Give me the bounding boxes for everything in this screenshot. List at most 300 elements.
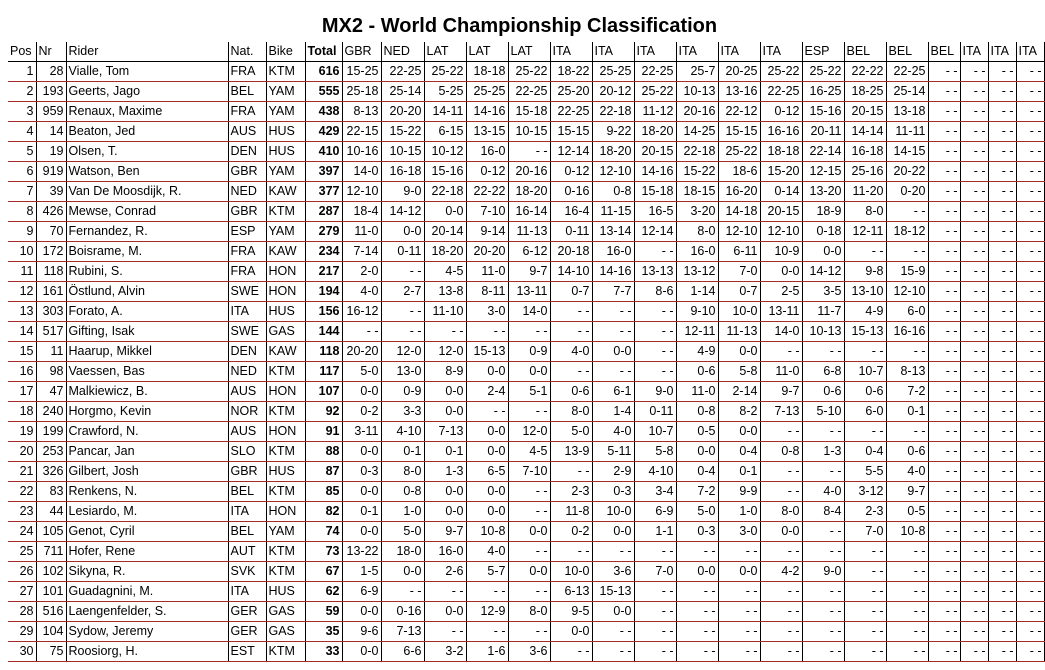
score-cell: 0-7 — [550, 282, 592, 302]
rider-cell: Östlund, Alvin — [66, 282, 228, 302]
score-cell: 0-6 — [886, 442, 928, 462]
score-cell: 20-14 — [424, 222, 466, 242]
bike-cell: KTM — [266, 442, 305, 462]
score-cell: 20-16 — [676, 102, 718, 122]
score-cell: - - — [550, 642, 592, 662]
score-cell: 0-0 — [342, 442, 381, 462]
score-cell: 8-6 — [634, 282, 676, 302]
score-cell: 0-8 — [592, 182, 634, 202]
score-cell: - - — [988, 642, 1016, 662]
score-cell: 0-0 — [342, 382, 381, 402]
score-cell: - - — [928, 462, 960, 482]
position-cell: 16 — [8, 362, 36, 382]
score-cell: 16-20 — [718, 182, 760, 202]
total-cell: 555 — [305, 82, 342, 102]
nation-cell: AUS — [228, 122, 266, 142]
score-cell: 13-13 — [634, 262, 676, 282]
column-header: ITA — [760, 42, 802, 62]
score-cell: 8-2 — [718, 402, 760, 422]
score-cell: 9-22 — [592, 122, 634, 142]
score-cell: 9-10 — [676, 302, 718, 322]
score-cell: 15-13 — [592, 582, 634, 602]
score-cell: 11-11 — [886, 122, 928, 142]
score-cell: 5-0 — [550, 422, 592, 442]
score-cell: - - — [802, 622, 844, 642]
table-row — [8, 302, 1044, 322]
score-cell: - - — [960, 362, 988, 382]
score-cell: - - — [760, 622, 802, 642]
score-cell: 0-0 — [424, 402, 466, 422]
score-cell: - - — [802, 422, 844, 442]
bike-cell: HON — [266, 262, 305, 282]
table-row — [8, 82, 1044, 102]
score-cell: - - — [928, 622, 960, 642]
number-cell: 959 — [36, 102, 66, 122]
position-cell: 11 — [8, 262, 36, 282]
rider-cell: Mewse, Conrad — [66, 202, 228, 222]
score-cell: 10-13 — [676, 82, 718, 102]
score-cell: - - — [634, 622, 676, 642]
score-cell: 5-1 — [508, 382, 550, 402]
nation-cell: FRA — [228, 242, 266, 262]
score-cell: - - — [1016, 102, 1044, 122]
score-cell: - - — [988, 602, 1016, 622]
score-cell: - - — [760, 482, 802, 502]
score-cell: - - — [960, 442, 988, 462]
total-cell: 118 — [305, 342, 342, 362]
score-cell: 25-14 — [886, 82, 928, 102]
score-cell: - - — [988, 162, 1016, 182]
score-cell: 3-2 — [424, 642, 466, 662]
score-cell: 22-12 — [718, 102, 760, 122]
rider-cell: Fernandez, R. — [66, 222, 228, 242]
score-cell: 14-18 — [718, 202, 760, 222]
number-cell: 44 — [36, 502, 66, 522]
column-header: Total — [305, 42, 342, 62]
score-cell: - - — [634, 642, 676, 662]
table-row — [8, 142, 1044, 162]
score-cell: 2-5 — [760, 282, 802, 302]
score-cell: - - — [1016, 482, 1044, 502]
score-cell: 22-25 — [381, 62, 424, 82]
score-cell: 10-15 — [508, 122, 550, 142]
score-cell: - - — [802, 582, 844, 602]
score-cell: 25-20 — [550, 82, 592, 102]
bike-cell: KTM — [266, 362, 305, 382]
score-cell: - - — [988, 102, 1016, 122]
column-header: NED — [381, 42, 424, 62]
score-cell: - - — [844, 562, 886, 582]
bike-cell: GAS — [266, 322, 305, 342]
score-cell: 12-0 — [381, 342, 424, 362]
rider-cell: Gifting, Isak — [66, 322, 228, 342]
score-cell: 3-4 — [634, 482, 676, 502]
score-cell: 7-13 — [760, 402, 802, 422]
score-cell: 7-2 — [676, 482, 718, 502]
bike-cell: KTM — [266, 482, 305, 502]
score-cell: 8-0 — [550, 402, 592, 422]
score-cell: 16-4 — [550, 202, 592, 222]
score-cell: - - — [1016, 442, 1044, 462]
score-cell: 0-3 — [592, 482, 634, 502]
score-cell: 20-12 — [592, 82, 634, 102]
score-cell: - - — [718, 602, 760, 622]
table-row — [8, 442, 1044, 462]
rider-cell: Sydow, Jeremy — [66, 622, 228, 642]
score-cell: 2-14 — [718, 382, 760, 402]
number-cell: 193 — [36, 82, 66, 102]
score-cell: 10-0 — [592, 502, 634, 522]
score-cell: - - — [988, 242, 1016, 262]
column-header: ITA — [634, 42, 676, 62]
score-cell: 10-12 — [424, 142, 466, 162]
score-cell: - - — [960, 122, 988, 142]
score-cell: 11-0 — [342, 222, 381, 242]
score-cell: 6-12 — [508, 242, 550, 262]
score-cell: - - — [1016, 242, 1044, 262]
score-cell: 25-22 — [760, 62, 802, 82]
score-cell: 10-0 — [718, 302, 760, 322]
score-cell: 12-15 — [802, 162, 844, 182]
score-cell: - - — [928, 642, 960, 662]
score-cell: - - — [928, 582, 960, 602]
nation-cell: ITA — [228, 502, 266, 522]
score-cell: 12-11 — [844, 222, 886, 242]
score-cell: 22-18 — [592, 102, 634, 122]
number-cell: 161 — [36, 282, 66, 302]
nation-cell: SVK — [228, 562, 266, 582]
score-cell: - - — [1016, 462, 1044, 482]
position-cell: 9 — [8, 222, 36, 242]
score-cell: - - — [928, 222, 960, 242]
score-cell: - - — [988, 302, 1016, 322]
score-cell: - - — [988, 182, 1016, 202]
score-cell: - - — [988, 542, 1016, 562]
nation-cell: BEL — [228, 82, 266, 102]
score-cell: 0-0 — [760, 522, 802, 542]
bike-cell: GAS — [266, 602, 305, 622]
score-cell: - - — [960, 82, 988, 102]
score-cell: - - — [844, 422, 886, 442]
nation-cell: FRA — [228, 102, 266, 122]
rider-cell: Vaessen, Bas — [66, 362, 228, 382]
score-cell: 20-22 — [886, 162, 928, 182]
score-cell: - - — [928, 122, 960, 142]
score-cell: - - — [1016, 342, 1044, 362]
position-cell: 27 — [8, 582, 36, 602]
score-cell: 0-4 — [718, 442, 760, 462]
table-row — [8, 102, 1044, 122]
score-cell: - - — [760, 422, 802, 442]
score-cell: - - — [1016, 162, 1044, 182]
score-cell: 6-5 — [466, 462, 508, 482]
score-cell: 25-18 — [342, 82, 381, 102]
score-cell: 20-18 — [550, 242, 592, 262]
score-cell: - - — [466, 582, 508, 602]
score-cell: 25-22 — [634, 82, 676, 102]
score-cell: 12-9 — [466, 602, 508, 622]
score-cell: 2-7 — [381, 282, 424, 302]
column-header: ITA — [550, 42, 592, 62]
score-cell: - - — [960, 262, 988, 282]
score-cell: 0-0 — [508, 522, 550, 542]
score-cell: 22-15 — [342, 122, 381, 142]
score-cell: 20-15 — [844, 102, 886, 122]
bike-cell: HUS — [266, 462, 305, 482]
score-cell: 14-0 — [342, 162, 381, 182]
column-header: BEL — [928, 42, 960, 62]
position-cell: 19 — [8, 422, 36, 442]
score-cell: - - — [760, 462, 802, 482]
score-cell: 16-0 — [676, 242, 718, 262]
score-cell: - - — [988, 82, 1016, 102]
score-cell: 4-0 — [886, 462, 928, 482]
score-cell: - - — [676, 542, 718, 562]
nation-cell: GBR — [228, 462, 266, 482]
total-cell: 67 — [305, 562, 342, 582]
score-cell: 12-0 — [424, 342, 466, 362]
score-cell: 14-0 — [760, 322, 802, 342]
score-cell: - - — [886, 342, 928, 362]
score-cell: 3-3 — [381, 402, 424, 422]
table-row — [8, 622, 1044, 642]
rider-cell: Hofer, Rene — [66, 542, 228, 562]
score-cell: 15-15 — [550, 122, 592, 142]
score-cell: 0-5 — [886, 502, 928, 522]
score-cell: - - — [988, 382, 1016, 402]
score-cell: 0-11 — [550, 222, 592, 242]
score-cell: - - — [960, 342, 988, 362]
score-cell: - - — [960, 222, 988, 242]
score-cell: 0-0 — [466, 442, 508, 462]
score-cell: - - — [802, 602, 844, 622]
bike-cell: YAM — [266, 162, 305, 182]
score-cell: 18-15 — [676, 182, 718, 202]
score-cell: - - — [928, 402, 960, 422]
score-cell: 4-0 — [466, 542, 508, 562]
score-cell: - - — [1016, 282, 1044, 302]
score-cell: - - — [886, 542, 928, 562]
score-cell: 22-22 — [844, 62, 886, 82]
score-cell: - - — [960, 322, 988, 342]
score-cell: 4-5 — [424, 262, 466, 282]
total-cell: 59 — [305, 602, 342, 622]
score-cell: - - — [960, 542, 988, 562]
number-cell: 101 — [36, 582, 66, 602]
score-cell: 0-0 — [424, 502, 466, 522]
score-cell: 11-15 — [592, 202, 634, 222]
rider-cell: Horgmo, Kevin — [66, 402, 228, 422]
score-cell: - - — [928, 282, 960, 302]
score-cell: 3-5 — [802, 282, 844, 302]
score-cell: 0-0 — [592, 342, 634, 362]
score-cell: 13-9 — [550, 442, 592, 462]
score-cell: - - — [550, 362, 592, 382]
position-cell: 3 — [8, 102, 36, 122]
rider-cell: Crawford, N. — [66, 422, 228, 442]
score-cell: 0-0 — [760, 262, 802, 282]
score-cell: - - — [960, 462, 988, 482]
score-cell: - - — [1016, 402, 1044, 422]
total-cell: 117 — [305, 362, 342, 382]
score-cell: - - — [844, 622, 886, 642]
number-cell: 104 — [36, 622, 66, 642]
score-cell: 20-20 — [466, 242, 508, 262]
bike-cell: KTM — [266, 202, 305, 222]
score-cell: 8-13 — [886, 362, 928, 382]
table-row — [8, 322, 1044, 342]
score-cell: - - — [928, 502, 960, 522]
total-cell: 88 — [305, 442, 342, 462]
score-cell: 25-22 — [802, 62, 844, 82]
score-cell: 18-0 — [381, 542, 424, 562]
score-cell: - - — [988, 222, 1016, 242]
score-cell: - - — [592, 302, 634, 322]
score-cell: - - — [988, 522, 1016, 542]
score-cell: 11-12 — [634, 102, 676, 122]
table-row — [8, 122, 1044, 142]
position-cell: 13 — [8, 302, 36, 322]
score-cell: - - — [634, 242, 676, 262]
score-cell: 25-25 — [466, 82, 508, 102]
score-cell: - - — [928, 322, 960, 342]
total-cell: 194 — [305, 282, 342, 302]
score-cell: 6-9 — [634, 502, 676, 522]
score-cell: - - — [592, 622, 634, 642]
score-cell: 0-12 — [550, 162, 592, 182]
position-cell: 17 — [8, 382, 36, 402]
score-cell: - - — [988, 362, 1016, 382]
bike-cell: YAM — [266, 522, 305, 542]
score-cell: 0-16 — [381, 602, 424, 622]
score-cell: 13-15 — [466, 122, 508, 142]
score-cell: 10-9 — [760, 242, 802, 262]
score-cell: - - — [718, 622, 760, 642]
bike-cell: HUS — [266, 122, 305, 142]
score-cell: - - — [988, 562, 1016, 582]
score-cell: 5-25 — [424, 82, 466, 102]
score-cell: - - — [988, 442, 1016, 462]
score-cell: 10-7 — [634, 422, 676, 442]
score-cell: 7-7 — [592, 282, 634, 302]
score-cell: 22-18 — [424, 182, 466, 202]
score-cell: 0-0 — [718, 562, 760, 582]
column-header: Nr — [36, 42, 66, 62]
column-header: Rider — [66, 42, 228, 62]
score-cell: - - — [886, 242, 928, 262]
score-cell: 0-11 — [381, 242, 424, 262]
score-cell: - - — [960, 202, 988, 222]
total-cell: 85 — [305, 482, 342, 502]
score-cell: - - — [988, 422, 1016, 442]
score-cell: 2-0 — [342, 262, 381, 282]
table-row — [8, 362, 1044, 382]
score-cell: 1-1 — [634, 522, 676, 542]
position-cell: 6 — [8, 162, 36, 182]
score-cell: 14-25 — [676, 122, 718, 142]
nation-cell: FRA — [228, 262, 266, 282]
nation-cell: NED — [228, 182, 266, 202]
score-cell: 9-0 — [802, 562, 844, 582]
score-cell: 0-4 — [676, 462, 718, 482]
score-cell: 4-0 — [592, 422, 634, 442]
score-cell: 1-3 — [424, 462, 466, 482]
score-cell: - - — [988, 622, 1016, 642]
bike-cell: HON — [266, 282, 305, 302]
score-cell: - - — [634, 542, 676, 562]
score-cell: 0-0 — [718, 342, 760, 362]
score-cell: - - — [960, 482, 988, 502]
score-cell: 9-7 — [760, 382, 802, 402]
score-cell: - - — [466, 402, 508, 422]
score-cell: 0-1 — [424, 442, 466, 462]
total-cell: 287 — [305, 202, 342, 222]
score-cell: - - — [676, 622, 718, 642]
score-cell: - - — [592, 322, 634, 342]
table-row — [8, 262, 1044, 282]
score-cell: - - — [844, 642, 886, 662]
score-cell: - - — [718, 582, 760, 602]
position-cell: 5 — [8, 142, 36, 162]
score-cell: - - — [928, 422, 960, 442]
total-cell: 279 — [305, 222, 342, 242]
score-cell: - - — [960, 382, 988, 402]
score-cell: 12-14 — [550, 142, 592, 162]
score-cell: 4-2 — [760, 562, 802, 582]
score-cell: 22-22 — [466, 182, 508, 202]
score-cell: - - — [466, 322, 508, 342]
nation-cell: AUT — [228, 542, 266, 562]
score-cell: 0-12 — [466, 162, 508, 182]
rider-cell: Van De Moosdijk, R. — [66, 182, 228, 202]
score-cell: - - — [988, 122, 1016, 142]
score-cell: 2-3 — [844, 502, 886, 522]
score-cell: - - — [381, 322, 424, 342]
score-cell: 0-7 — [718, 282, 760, 302]
score-cell: 5-8 — [718, 362, 760, 382]
bike-cell: KTM — [266, 62, 305, 82]
score-cell: - - — [802, 522, 844, 542]
score-cell: 7-10 — [466, 202, 508, 222]
table-row — [8, 182, 1044, 202]
total-cell: 438 — [305, 102, 342, 122]
bike-cell: KAW — [266, 242, 305, 262]
nation-cell: EST — [228, 642, 266, 662]
score-cell: - - — [960, 582, 988, 602]
total-cell: 35 — [305, 622, 342, 642]
score-cell: - - — [928, 102, 960, 122]
score-cell: 18-9 — [802, 202, 844, 222]
bike-cell: KTM — [266, 642, 305, 662]
score-cell: 3-0 — [718, 522, 760, 542]
score-cell: 15-13 — [844, 322, 886, 342]
score-cell: 18-4 — [342, 202, 381, 222]
score-cell: 12-11 — [676, 322, 718, 342]
score-cell: - - — [1016, 142, 1044, 162]
score-cell: 0-6 — [676, 362, 718, 382]
score-cell: - - — [886, 622, 928, 642]
score-cell: 9-14 — [466, 222, 508, 242]
score-cell: 5-7 — [466, 562, 508, 582]
score-cell: 0-0 — [466, 502, 508, 522]
nation-cell: SWE — [228, 282, 266, 302]
score-cell: - - — [886, 582, 928, 602]
score-cell: 16-0 — [466, 142, 508, 162]
score-cell: 6-1 — [592, 382, 634, 402]
score-cell: 25-7 — [676, 62, 718, 82]
score-cell: 0-1 — [718, 462, 760, 482]
score-cell: - - — [960, 522, 988, 542]
